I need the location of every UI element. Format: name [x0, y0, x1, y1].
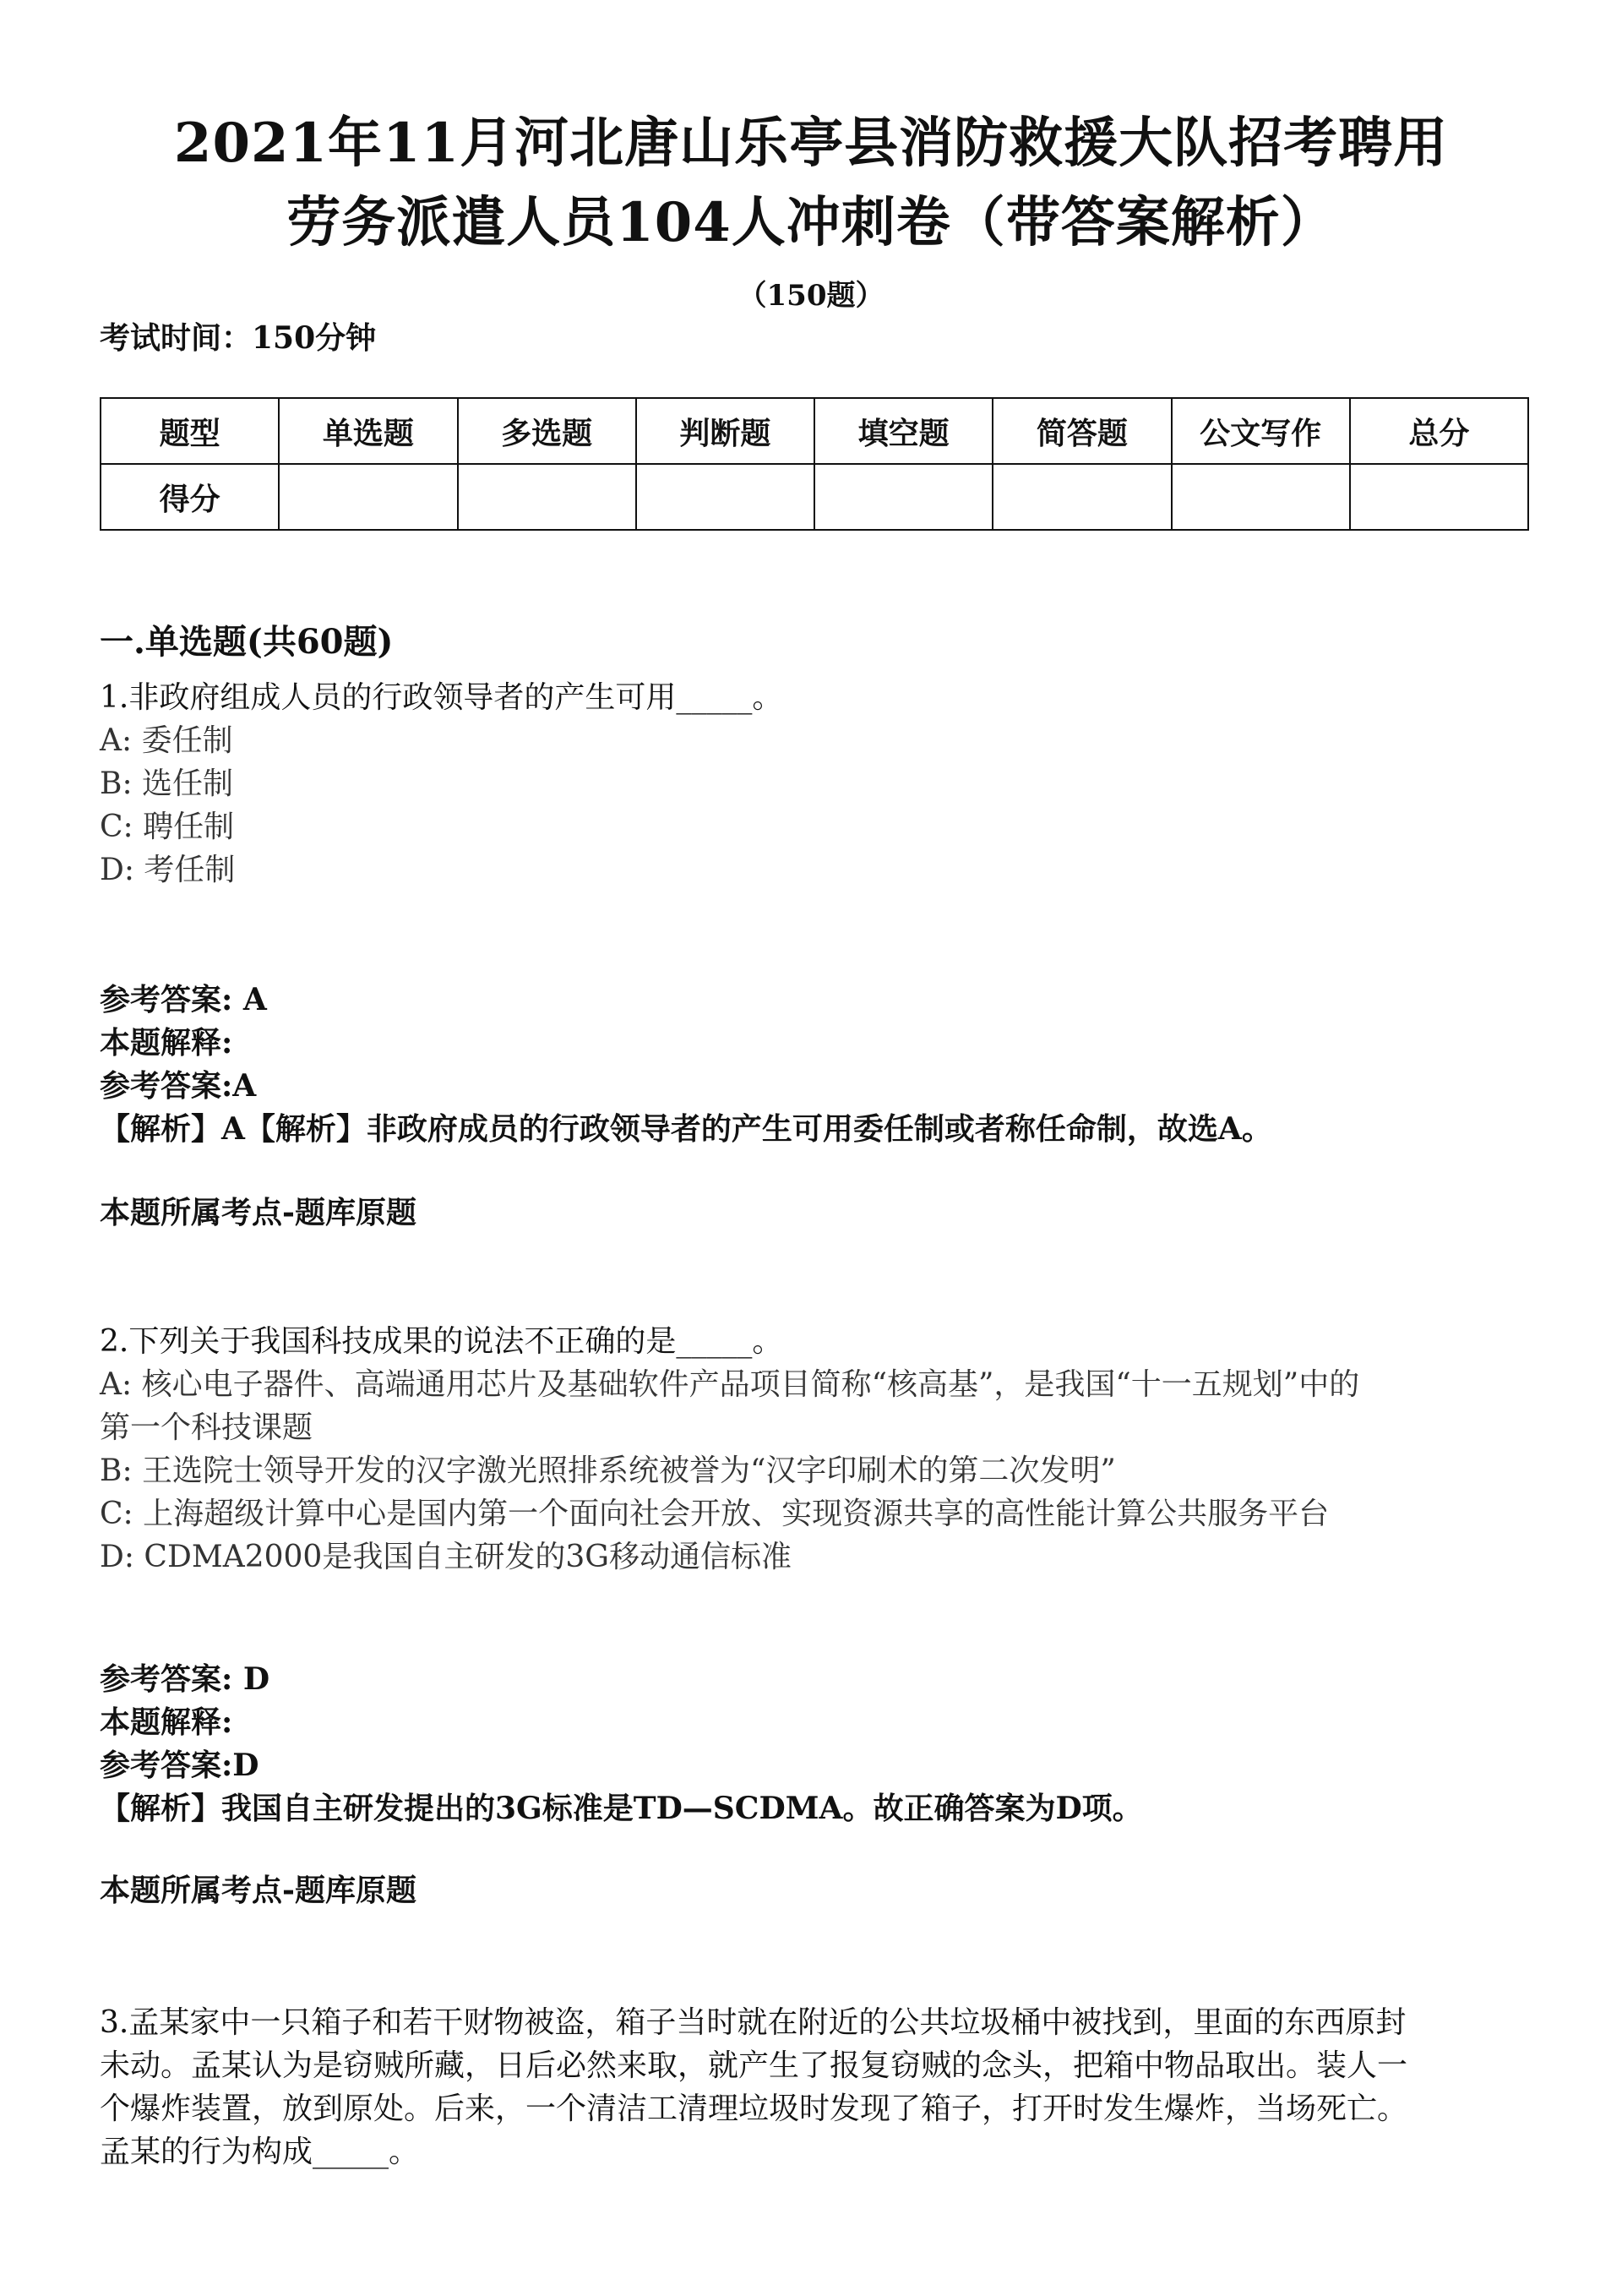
option-a: A: 委任制 — [100, 723, 233, 758]
doc-title-line1: 2021年11月河北唐山乐亭县消防救援大队招考聘用 — [173, 112, 1449, 175]
score-cell — [636, 464, 814, 530]
option-a: A: 核心电子器件、高端通用芯片及基础软件产品项目简称“核高基”，是我国“十一五规划”中的 — [100, 1367, 1360, 1402]
analysis-text: 【解析】我国自主研发提出的3G标准是TD—SCDMA。故正确答案为D项。 — [100, 1791, 1143, 1826]
doc-title-line2: 劳务派遣人员104人冲刺卷（带答案解析） — [286, 191, 1336, 254]
exam-time: 考试时间：150分钟 — [100, 320, 377, 356]
question-stem-line: 未动。孟某认为是窃贼所藏，日后必然来取，就产生了报复窃贼的念头，把箱中物品取出。装人一 — [100, 2048, 1408, 2083]
answer-block-2 — [100, 1658, 1536, 1830]
header-cell: 填空题 — [814, 398, 993, 464]
score-cell — [1350, 464, 1528, 530]
score-cell — [458, 464, 636, 530]
analysis-text: 【解析】A【解析】非政府成员的行政领导者的产生可用委任制或者称任命制，故选A。 — [100, 1111, 1272, 1147]
reference-answer-2: 参考答案:A — [100, 1068, 257, 1104]
question-stem: 2.下列关于我国科技成果的说法不正确的是_____。 — [100, 1324, 783, 1359]
explanation-label: 本题解释: — [100, 1025, 233, 1061]
question-count: （150题） — [738, 279, 884, 313]
option-c: C: 上海超级计算中心是国内第一个面向社会开放、实现资源共享的高性能计算公共服务平台 — [100, 1497, 1330, 1531]
option-a-continued: 第一个科技课题 — [100, 1410, 313, 1445]
option-d: D: 考任制 — [100, 853, 236, 887]
answer-block-1 — [100, 979, 1536, 1151]
question-stem: 1.非政府组成人员的行政领导者的产生可用_____。 — [100, 680, 783, 715]
header-cell: 总分 — [1350, 398, 1528, 464]
reference-answer-2: 参考答案:D — [100, 1748, 259, 1783]
option-b: B: 王选院士领导开发的汉字激光照排系统被誉为“汉字印刷术的第二次发明” — [100, 1453, 1116, 1488]
header-cell: 简答题 — [993, 398, 1171, 464]
question-3 — [100, 2001, 1536, 2173]
section-title: 一.单选题(共60题) — [100, 622, 394, 662]
header-cell: 判断题 — [636, 398, 814, 464]
question-1 — [100, 676, 1536, 892]
header-cell: 多选题 — [458, 398, 636, 464]
header-cell: 单选题 — [279, 398, 457, 464]
exam-point: 本题所属考点-题库原题 — [100, 1195, 416, 1230]
exam-point-1 — [100, 1192, 1536, 1235]
score-table-header-row — [101, 398, 1528, 464]
option-b: B: 选任制 — [100, 766, 234, 801]
reference-answer: 参考答案: D — [100, 1661, 270, 1697]
header-cell: 题型 — [101, 398, 279, 464]
exam-point-2 — [100, 1869, 1536, 1912]
score-cell — [1172, 464, 1350, 530]
exam-point: 本题所属考点-题库原题 — [100, 1873, 416, 1908]
score-cell — [279, 464, 457, 530]
score-table-score-row — [101, 464, 1528, 530]
row-label-cell: 得分 — [101, 464, 279, 530]
question-stem-line: 孟某的行为构成_____。 — [100, 2135, 420, 2169]
score-cell — [993, 464, 1171, 530]
question-stem-line: 3.孟某家中一只箱子和若干财物被盗，箱子当时就在附近的公共垃圾桶中被找到，里面的东西原封 — [100, 2005, 1407, 2040]
score-cell — [814, 464, 993, 530]
option-d: D: CDMA2000是我国自主研发的3G移动通信标准 — [100, 1540, 792, 1574]
question-2 — [100, 1320, 1536, 1579]
question-stem-line: 个爆炸装置，放到原处。后来，一个清洁工清理垃圾时发现了箱子，打开时发生爆炸，当场死亡。 — [100, 2091, 1408, 2126]
explanation-label: 本题解释: — [100, 1704, 233, 1740]
score-table — [100, 397, 1529, 531]
option-c: C: 聘任制 — [100, 810, 235, 844]
header-cell: 公文写作 — [1172, 398, 1350, 464]
reference-answer: 参考答案: A — [100, 982, 267, 1017]
